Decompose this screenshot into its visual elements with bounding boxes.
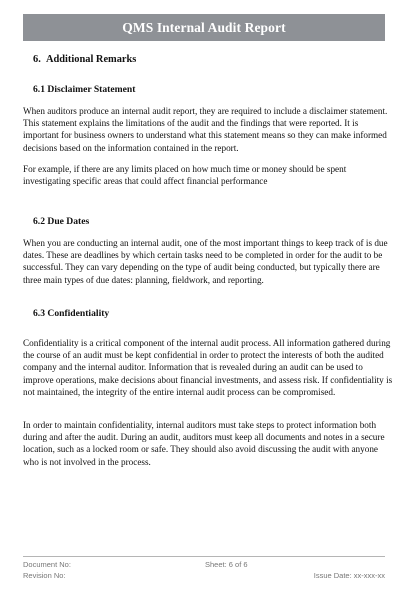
footer-row-2 — [23, 568, 385, 579]
confidentiality-paragraph-2: In order to maintain confidentiality, internal auditors must take steps to protect information both during and after the audit. During an audit, auditors must keep all documents and notes in a secure location, such as a locked room or safe. They should also avoid discussing the audit with anyone who is not involved in the process. — [23, 420, 385, 467]
footer-row-1 — [23, 557, 385, 568]
confidentiality-heading: 6.3 Confidentiality — [33, 308, 110, 319]
due-dates-paragraph: When you are conducting an internal audit, one of the most important things to keep track of is due dates. These are deadlines by which certain tasks need to be completed in order for the audit to be successful. They can vary depending on the type of audit being conducted, but typically there are three main types of due dates: planning, fieldwork, and reporting. — [23, 238, 388, 285]
disclaimer-heading: 6.1 Disclaimer Statement — [33, 84, 136, 95]
revision-number: Revision No: — [23, 571, 66, 580]
section-heading: 6. Additional Remarks — [33, 54, 137, 65]
document-body — [23, 54, 394, 467]
report-title: QMS Internal Audit Report — [23, 14, 385, 41]
disclaimer-paragraph-2: For example, if there are any limits placed on how much time or money should be spent investigating specific areas that could affect financial performance — [23, 164, 347, 187]
sheet-number: Sheet: 6 of 6 — [205, 560, 248, 569]
disclaimer-paragraph-1: When auditors produce an internal audit report, they are required to include a disclaimer statement. This statement explains the limitations of the audit and the findings that were reported. It is important for business owners to understand what this statement means so they can make informed decisions based on the information contained in the report. — [23, 106, 388, 153]
document-footer — [23, 556, 385, 579]
due-dates-heading: 6.2 Due Dates — [33, 216, 90, 227]
issue-date: Issue Date: xx-xxx-xx — [313, 571, 385, 580]
document-number: Document No: — [23, 560, 71, 569]
confidentiality-paragraph-1: Confidentiality is a critical component of the internal audit process. All information gathered during the course of an audit must be kept confidential in order to protect the interests of both the audited company and the internal auditor. Information that is revealed during an audit can be used to improve operations, make decisions about financial investments, and assess risk. If confidentiality is not maintained, the integrity of the entire internal audit process can be compromised. — [23, 338, 393, 397]
